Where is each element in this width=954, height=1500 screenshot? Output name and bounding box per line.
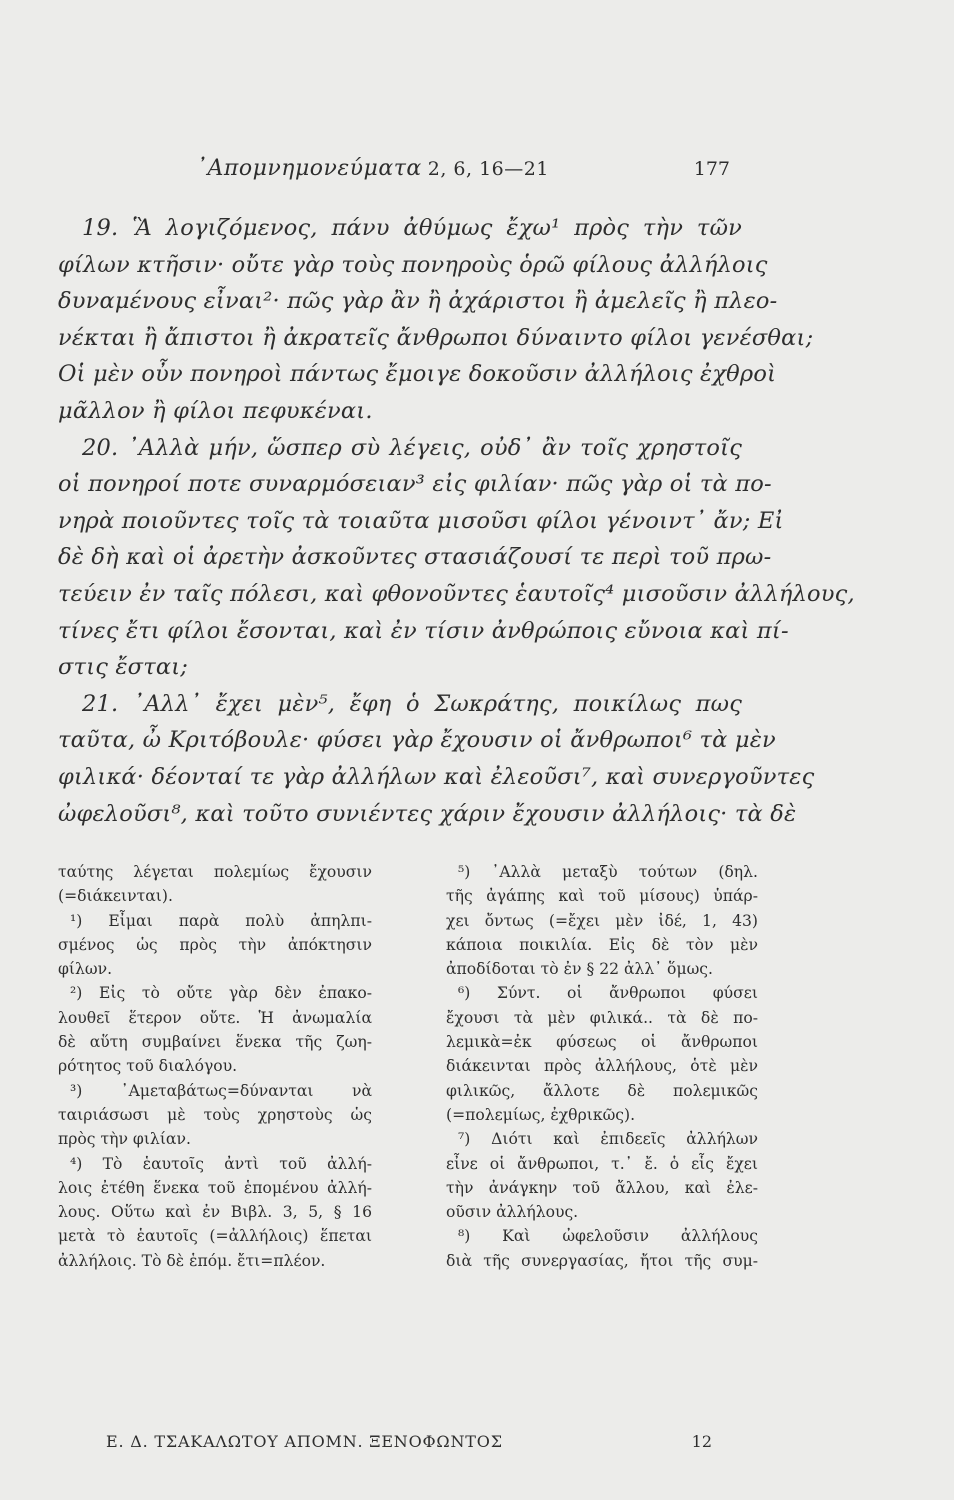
- footnote-line: μετὰ τὸ ἑαυτοῖς (=ἀλλήλοις) ἕπεται: [58, 1227, 372, 1246]
- text-line: δυναμένους εἶναι²· πῶς γὰρ ἂν ἢ ἀχάριστοι ἢ ἀμελεῖς ἢ πλεο-: [58, 288, 778, 315]
- footnote-line: διὰ τῆς συνεργασίας, ἤτοι τῆς συμ-: [446, 1251, 758, 1270]
- page-footer: [106, 1432, 712, 1462]
- footnote-line: φιλικῶς, ἄλλοτε δὲ πολεμικῶς: [446, 1081, 758, 1100]
- page-number: 177: [693, 158, 730, 180]
- text-line: στις ἔσται;: [58, 654, 189, 681]
- footnote-line: κάποια ποικιλία. Εἰς δὲ τὸν μὲν: [446, 935, 758, 954]
- footnote-line: ρότητος τοῦ διαλόγου.: [58, 1057, 238, 1076]
- footnotes-right-column: [446, 860, 758, 1273]
- footnote-line: χει ὄντως (=ἔχει μὲν ἰδέ, 1, 43): [446, 911, 758, 930]
- footnote-line: ἔχουσι τὰ μὲν φιλικά.. τὰ δὲ πο-: [446, 1008, 758, 1027]
- chapter-reference: 2, 6, 16—21: [427, 158, 549, 180]
- text-line: δὲ δὴ καὶ οἱ ἀρετὴν ἀσκοῦντες στασιάζουσί τε περὶ τοῦ πρω-: [58, 544, 772, 571]
- footnote-line: ⁵) ᾽Αλλὰ μεταξὺ τούτων (δηλ.: [458, 863, 758, 881]
- footnote-line: εἶνε οἱ ἄνθρωποι, τ.᾽ ἔ. ὁ εἷς ἔχει: [446, 1154, 758, 1173]
- footnote-line: ταύτης λέγεται πολεμίως ἔχουσιν: [58, 863, 372, 881]
- footnote-line: φίλων.: [58, 960, 113, 979]
- footnote-line: λους. Οὕτω καὶ ἐν Βιβλ. 3, 5, § 16: [58, 1203, 372, 1222]
- footnote-line: ἀλλήλοις. Τὸ δὲ ἑπόμ. ἔτι=πλέον.: [58, 1251, 326, 1270]
- text-line: 20. ᾽Αλλὰ μήν, ὥσπερ σὺ λέγεις, οὐδ᾽ ἂν τοῖς χρηστοῖς: [82, 434, 742, 461]
- footnote-line: ¹) Εἶμαι παρὰ πολὺ ἀπηλπι-: [70, 911, 372, 930]
- footnote-line: (=διάκεινται).: [58, 887, 173, 906]
- footnote-line: οῦσιν ἀλλήλους.: [446, 1203, 579, 1222]
- text-line: Οἱ μὲν οὖν πονηροὶ πάντως ἔμοιγε δοκοῦσιν ἀλλήλοις ἐχθροὶ: [58, 361, 777, 388]
- footnote-line: ²) Εἰς τὸ οὔτε γὰρ δὲν ἐπακο-: [70, 984, 372, 1003]
- footnote-line: (=πολεμίως, ἐχθρικῶς).: [446, 1105, 636, 1124]
- footnote-line: λουθεῖ ἕτερον οὔτε. Ἡ ἀνωμαλία: [58, 1008, 372, 1027]
- footnote-line: τῆς ἀγάπης καὶ τοῦ μίσους) ὑπάρ-: [446, 887, 758, 906]
- text-line: 19. Ἃ λογιζόμενος, πάνυ ἀθύμως ἔχω¹ πρὸς τὴν τῶν: [82, 215, 742, 241]
- footnote-line: λοις ἐτέθη ἕνεκα τοῦ ἑπομένου ἀλλή-: [58, 1178, 372, 1197]
- footnote-line: ἀποδίδοται τὸ ἐν § 22 ἀλλ᾽ ὅμως.: [446, 960, 713, 979]
- running-title: [196, 156, 549, 181]
- text-line: τεύειν ἐν ταῖς πόλεσι, καὶ φθονοῦντες ἑαυτοῖς⁴ μισοῦσιν ἀλλήλους,: [58, 580, 855, 607]
- footer-book-title: Ε. Δ. ΤΣΑΚΑΛΩΤΟΥ ΑΠΟΜΝ. ΞΕΝΟΦΩΝΤΟΣ: [106, 1432, 503, 1451]
- footnote-line: ⁶) Σύντ. οἱ ἄνθρωποι φύσει: [458, 984, 758, 1003]
- text-line: ὠφελοῦσι⁸, καὶ τοῦτο συνιέντες χάριν ἔχουσιν ἀλλήλοις· τὰ δὲ: [58, 800, 797, 827]
- text-line: μᾶλλον ἢ φίλοι πεφυκέναι.: [58, 397, 373, 424]
- text-line: οἱ πονηροί ποτε συναρμόσειαν³ εἰς φιλίαν· πῶς γὰρ οἱ τὰ πο-: [58, 471, 772, 498]
- footnote-line: πρὸς τὴν φιλίαν.: [58, 1130, 191, 1149]
- footnotes-left-column: [58, 860, 372, 1273]
- text-line: φίλων κτῆσιν· οὔτε γὰρ τοὺς πονηροὺς ὁρῶ φίλους ἀλλήλοις: [58, 251, 768, 278]
- text-line: ταῦτα, ὦ Κριτόβουλε· φύσει γὰρ ἔχουσιν οἱ ἄνθρωποι⁶ τὰ μὲν: [58, 727, 776, 754]
- footnote-line: ⁸) Καὶ ὠφελοῦσιν ἀλλήλους: [458, 1227, 758, 1246]
- text-line: φιλικά· δέονταί τε γὰρ ἀλλήλων καὶ ἐλεοῦσι⁷, καὶ συνεργοῦντες: [58, 763, 815, 790]
- text-line: τίνες ἔτι φίλοι ἔσονται, καὶ ἐν τίσιν ἀνθρώποις εὔνοια καὶ πί-: [58, 617, 789, 644]
- footnote-line: ⁷) Διότι καὶ ἐπιδεεῖς ἀλλήλων: [458, 1130, 758, 1149]
- footnote-line: ταιριάσωσι μὲ τοὺς χρηστοὺς ὡς: [58, 1105, 372, 1124]
- running-title-text: ᾽Απομνημονεύματα: [196, 156, 422, 181]
- footnote-line: σμένος ὡς πρὸς τὴν ἀπόκτησιν: [58, 935, 372, 954]
- footnote-line: ³) ᾽Αμεταβάτως=δύνανται νὰ: [70, 1081, 372, 1100]
- text-line: νέκται ἢ ἄπιστοι ἢ ἀκρατεῖς ἄνθρωποι δύναιντο φίλοι γενέσθαι;: [58, 324, 814, 351]
- footnote-line: ⁴) Τὸ ἑαυτοῖς ἀντὶ τοῦ ἀλλή-: [70, 1154, 372, 1173]
- main-text: [58, 210, 855, 832]
- footnote-line: δὲ αὕτη συμβαίνει ἕνεκα τῆς ζωη-: [58, 1033, 372, 1052]
- text-line: 21. ᾽Αλλ᾽ ἔχει μὲν⁵, ἔφη ὁ Σωκράτης, ποικίλως πως: [82, 690, 742, 717]
- running-head: [58, 152, 728, 192]
- footnote-line: τὴν ἀνάγκην τοῦ ἄλλου, καὶ ἐλε-: [446, 1178, 758, 1197]
- text-line: νηρὰ ποιοῦντες τοῖς τὰ τοιαῦτα μισοῦσι φίλοι γένοιντ᾽ ἄν; Εἰ: [58, 507, 784, 534]
- footnote-line: λεμικὰ=ἐκ φύσεως οἱ ἄνθρωποι: [446, 1033, 758, 1052]
- signature-mark: 12: [691, 1432, 712, 1451]
- footnote-line: διάκεινται πρὸς ἀλλήλους, ὁτὲ μὲν: [446, 1057, 758, 1076]
